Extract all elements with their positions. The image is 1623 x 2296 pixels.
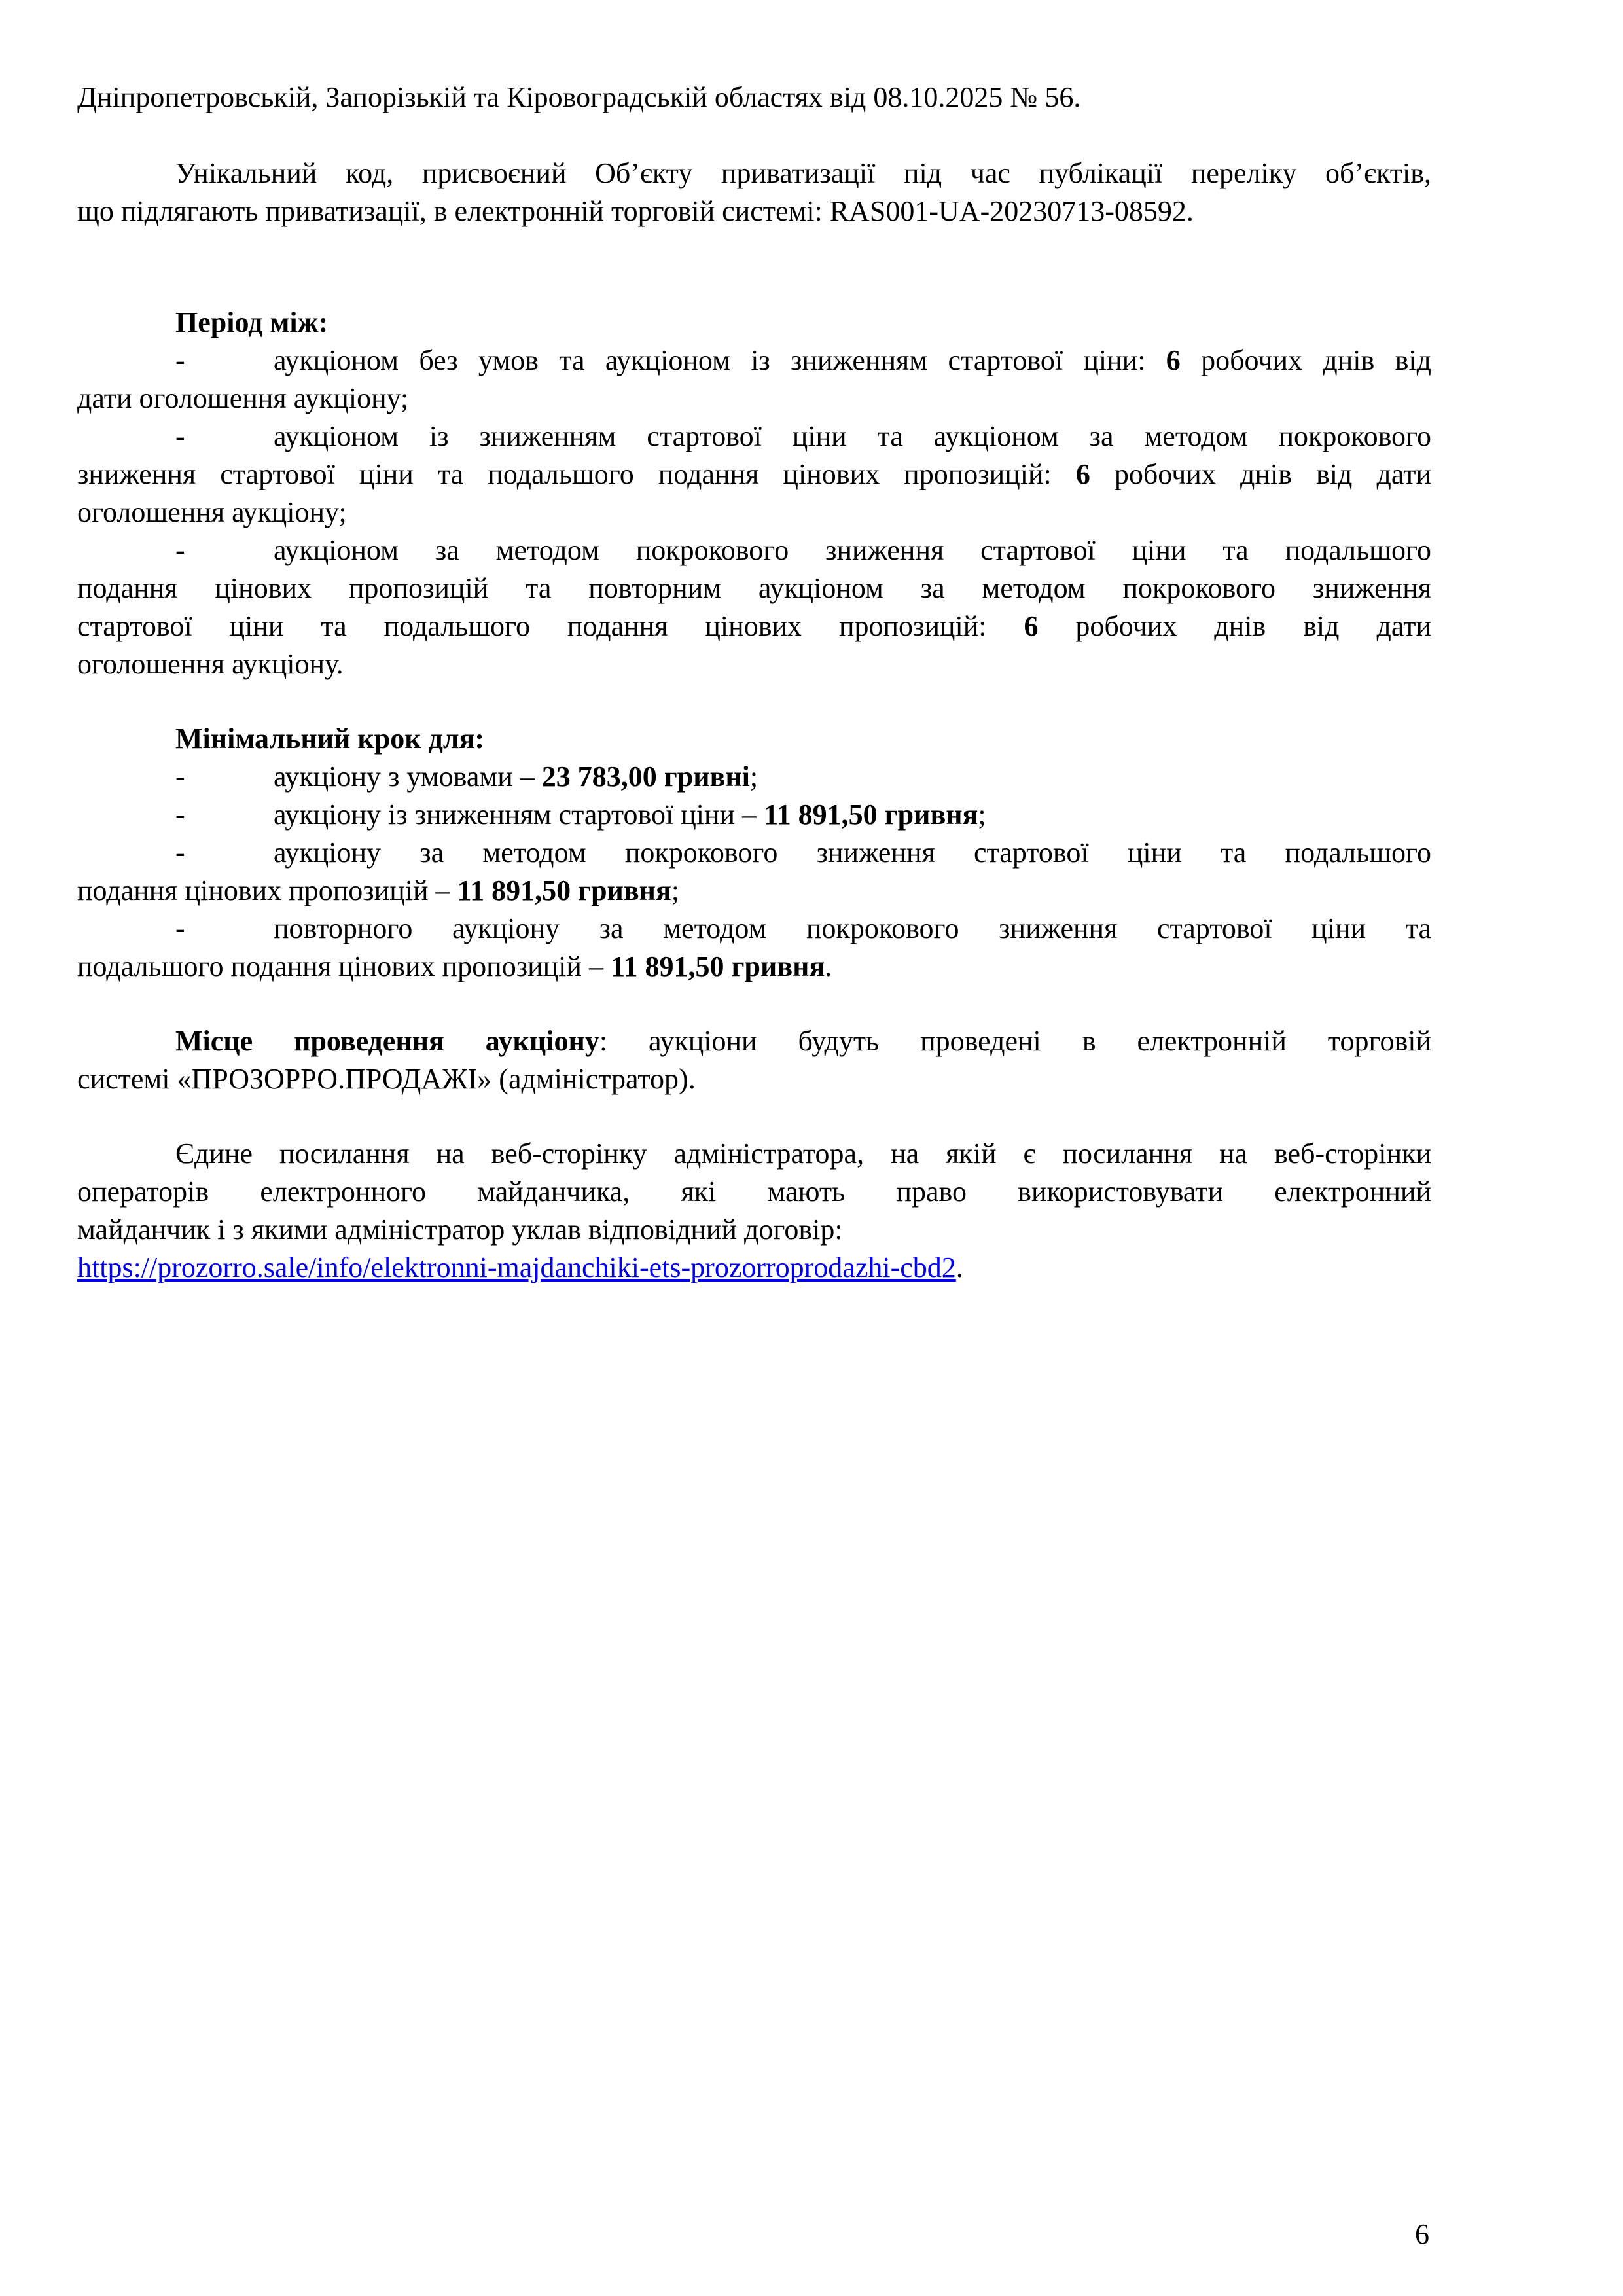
dash-bullet: - (175, 836, 185, 869)
dash-bullet: - (175, 420, 185, 452)
header-continuation (77, 79, 1431, 117)
unique-code-paragraph (77, 154, 1431, 230)
period-item-1-line-2: дати оголошення аукціону; (77, 382, 409, 414)
period-item-3-line-3: стартової ціни та подальшого подання цінових пропозицій: 6 робочих днів від дати (77, 610, 1432, 642)
administrator-url-link[interactable]: https://prozorro.sale/info/elektronni-majdanchiki-ets-prozorroprodazhi-cbd2 (77, 1251, 956, 1283)
venue-line-2: системі «ПРОЗОРРО.ПРОДАЖІ» (адміністратор). (77, 1063, 696, 1095)
min-step-item-4-line-2: подальшого подання цінових пропозицій – 11 891,50 гривня. (77, 950, 832, 982)
period-item-3 (77, 531, 1431, 569)
dash-bullet: - (175, 761, 185, 793)
link-paragraph (77, 1135, 1431, 1287)
period-item-2 (77, 418, 1431, 456)
continuation-line: Дніпропетровській, Запорізькій та Кіровоградській областях від 08.10.2025 № 56. (77, 81, 1081, 113)
period-item-3-line-2: подання цінових пропозицій та повторним аукціоном за методом покрокового зниження (77, 572, 1431, 604)
link-para-line-4: https://prozorro.sale/info/elektronni-majdanchiki-ets-prozorroprodazhi-cbd2. (77, 1251, 963, 1283)
min-step-item-1-text: аукціону з умовами – 23 783,00 гривні; (274, 761, 758, 793)
min-step-item-2 (77, 796, 1431, 834)
period-heading: Період між: (175, 306, 329, 338)
min-step-item-4 (77, 910, 1431, 948)
period-section (77, 304, 1431, 683)
period-item-3-line-4: оголошення аукціону. (77, 648, 344, 680)
period-item-2-line-1: аукціоном із зниженням стартової ціни та аукціоном за методом покрокового (274, 420, 1431, 452)
min-step-item-4-line-1: повторного аукціону за методом покрокового зниження стартової ціни та (274, 912, 1431, 944)
period-item-2-line-3: оголошення аукціону; (77, 496, 347, 528)
min-step-item-3-line-1: аукціону за методом покрокового зниження стартової ціни та подальшого (274, 836, 1431, 869)
venue-line-1: Місце проведення аукціону: аукціони будуть проведені в електронній торговій (175, 1025, 1431, 1057)
min-step-item-2-text: аукціону із зниженням стартової ціни – 11 891,50 гривня; (274, 798, 986, 831)
venue-paragraph (77, 1022, 1431, 1098)
unique-code-line-1: Унікальний код, присвоєний Об’єкту приватизації під час публікації переліку об’єктів, (175, 157, 1431, 189)
period-item-3-line-1: аукціоном за методом покрокового зниження стартової ціни та подальшого (274, 534, 1431, 566)
page-number: 6 (1415, 2218, 1429, 2250)
period-item-1 (77, 342, 1431, 380)
min-step-item-3 (77, 834, 1431, 872)
min-step-section (77, 720, 1431, 986)
dash-bullet: - (175, 344, 185, 376)
link-para-line-3: майданчик і з якими адміністратор уклав відповідний договір: (77, 1213, 843, 1246)
link-para-line-1: Єдине посилання на веб-сторінку адміністратора, на якій є посилання на веб-сторінки (175, 1138, 1431, 1170)
min-step-heading: Мінімальний крок для: (175, 723, 484, 755)
min-step-item-3-line-2: подання цінових пропозицій – 11 891,50 гривня; (77, 874, 680, 906)
unique-code-line-2: що підлягають приватизації, в електронній торговій системі: RAS001-UA-20230713-08592. (77, 195, 1194, 227)
dash-bullet: - (175, 798, 185, 831)
dash-bullet: - (175, 534, 185, 566)
dash-bullet: - (175, 912, 185, 944)
min-step-item-1 (77, 758, 1431, 796)
period-item-2-line-2: зниження стартової ціни та подальшого подання цінових пропозицій: 6 робочих днів від дати (77, 458, 1431, 490)
link-para-line-2: операторів електронного майданчика, які мають право використовувати електронний (77, 1175, 1431, 1208)
period-item-1-line-1: аукціоном без умов та аукціоном із зниженням стартової ціни: 6 робочих днів від (274, 344, 1431, 376)
